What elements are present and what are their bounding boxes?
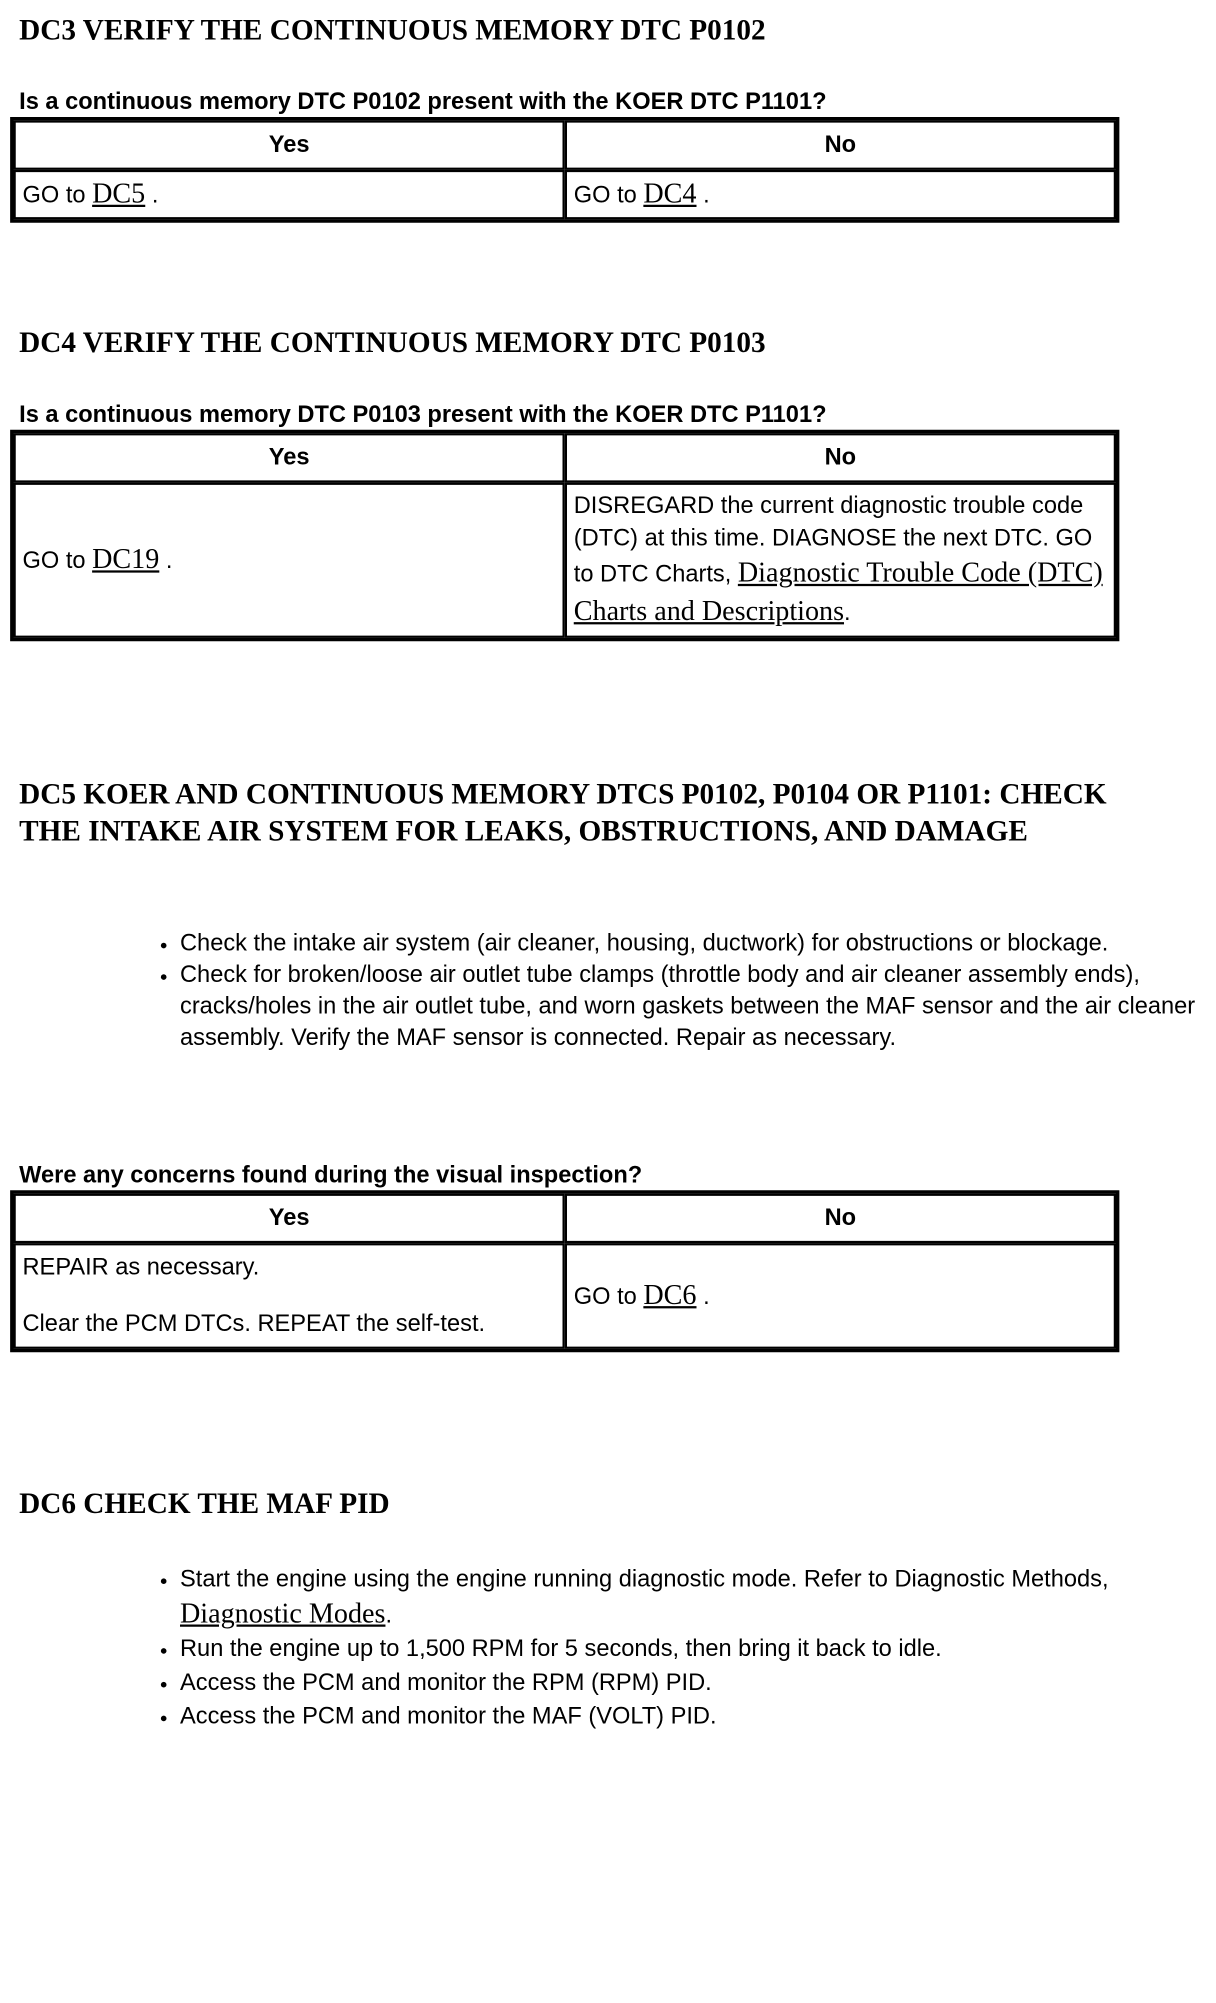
dc3-yes-cell: [14, 170, 565, 220]
dc6-link[interactable]: DC6: [643, 1279, 697, 1311]
dc5-bullet-1: • Check the intake air system (air cleaner, housing, ductwork) for obstructions or blockage.: [180, 928, 1216, 960]
dc3-no-prefix: GO to: [573, 181, 637, 208]
dc4-no-suffix: .: [844, 599, 851, 626]
dc3-yes-prefix: GO to: [22, 181, 86, 208]
dc4-yes-prefix: GO to: [22, 547, 86, 574]
dc4-no-text: DISREGARD the current diagnostic trouble code (DTC) at this time. DIAGNOSE the next DTC. GO to DTC Charts,: [573, 492, 1093, 588]
dc6-bullet-3: • Access the PCM and monitor the RPM (RPM) PID.: [180, 1666, 1216, 1700]
diagnostic-modes-link[interactable]: Diagnostic Modes: [180, 1598, 386, 1629]
dc3-yes-suffix: .: [151, 181, 159, 208]
dc5-no-suffix: .: [703, 1283, 710, 1309]
dc5-no-cell: [565, 1243, 1116, 1349]
dc4-question: Is a continuous memory DTC P0103 present with the KOER DTC P1101?: [19, 401, 827, 428]
dc5-question: Were any concerns found during the visual inspection?: [19, 1162, 643, 1188]
dc4-yes-cell: [14, 483, 565, 638]
dc5-link[interactable]: DC5: [92, 178, 146, 209]
dc3-yes-header: Yes: [14, 120, 565, 170]
dc6-checklist: [127, 1562, 1216, 1734]
dc5-no-header: No: [565, 1194, 1116, 1244]
dtc-charts-link[interactable]: Diagnostic Trouble Code (DTC) Charts and Descriptions: [573, 558, 1103, 627]
dc4-link[interactable]: DC4: [643, 178, 697, 209]
dc5-bullet-2: • Check for broken/loose air outlet tube clamps (throttle body and air cleaner assembly ends), cracks/holes in the air outlet tube, and worn gaskets between the MAF sensor and the air cleaner assembly. Verify the MAF sensor is connected. Repair as necessary.: [180, 960, 1216, 1055]
dc5-yes-line-2: Clear the PCM DTCs. REPEAT the self-test.: [22, 1310, 486, 1337]
dc5-yes-header: Yes: [14, 1194, 565, 1244]
dc6-bullet-1-suffix: .: [385, 1602, 393, 1628]
dc3-no-cell: [565, 170, 1116, 220]
dc4-no-cell: [565, 483, 1116, 638]
dc6-bullet-1-text: Start the engine using the engine running diagnostic mode. Refer to Diagnostic Methods,: [180, 1566, 1109, 1592]
dc5-heading: DC5 KOER AND CONTINUOUS MEMORY DTCS P0102, P0104 OR P1101: CHECK THE INTAKE AIR SYSTEM FOR LEAKS, OBSTRUCTIONS, AND DAMAGE: [19, 777, 1107, 848]
dc4-heading: DC4 VERIFY THE CONTINUOUS MEMORY DTC P0103: [19, 326, 766, 359]
dc5-no-prefix: GO to: [573, 1283, 637, 1309]
dc3-heading: DC3 VERIFY THE CONTINUOUS MEMORY DTC P0102: [19, 13, 766, 47]
dc6-bullet-1: [180, 1562, 1216, 1633]
dc4-yes-suffix: .: [165, 547, 173, 574]
dc6-bullet-2: • Run the engine up to 1,500 RPM for 5 seconds, then bring it back to idle.: [180, 1632, 1216, 1666]
dc6-bullet-4: • Access the PCM and monitor the MAF (VOLT) PID.: [180, 1700, 1216, 1734]
dc5-yes-gap: [23, 1284, 556, 1309]
dc5-table: [10, 1190, 1119, 1352]
dc3-no-suffix: .: [703, 181, 710, 208]
dc5-checklist: [127, 928, 1216, 1054]
dc3-table: [10, 117, 1119, 223]
dc6-heading: DC6 CHECK THE MAF PID: [19, 1487, 390, 1520]
dc3-question: Is a continuous memory DTC P0102 present with the KOER DTC P1101?: [19, 88, 827, 115]
dc5-yes-line-1: REPAIR as necessary.: [22, 1254, 260, 1281]
dc4-table: [10, 430, 1119, 642]
dc19-link[interactable]: DC19: [92, 543, 160, 575]
dc3-no-header: No: [565, 120, 1116, 170]
dc4-no-header: No: [565, 433, 1116, 483]
dc5-yes-cell: [14, 1243, 565, 1349]
dc4-yes-header: Yes: [14, 433, 565, 483]
